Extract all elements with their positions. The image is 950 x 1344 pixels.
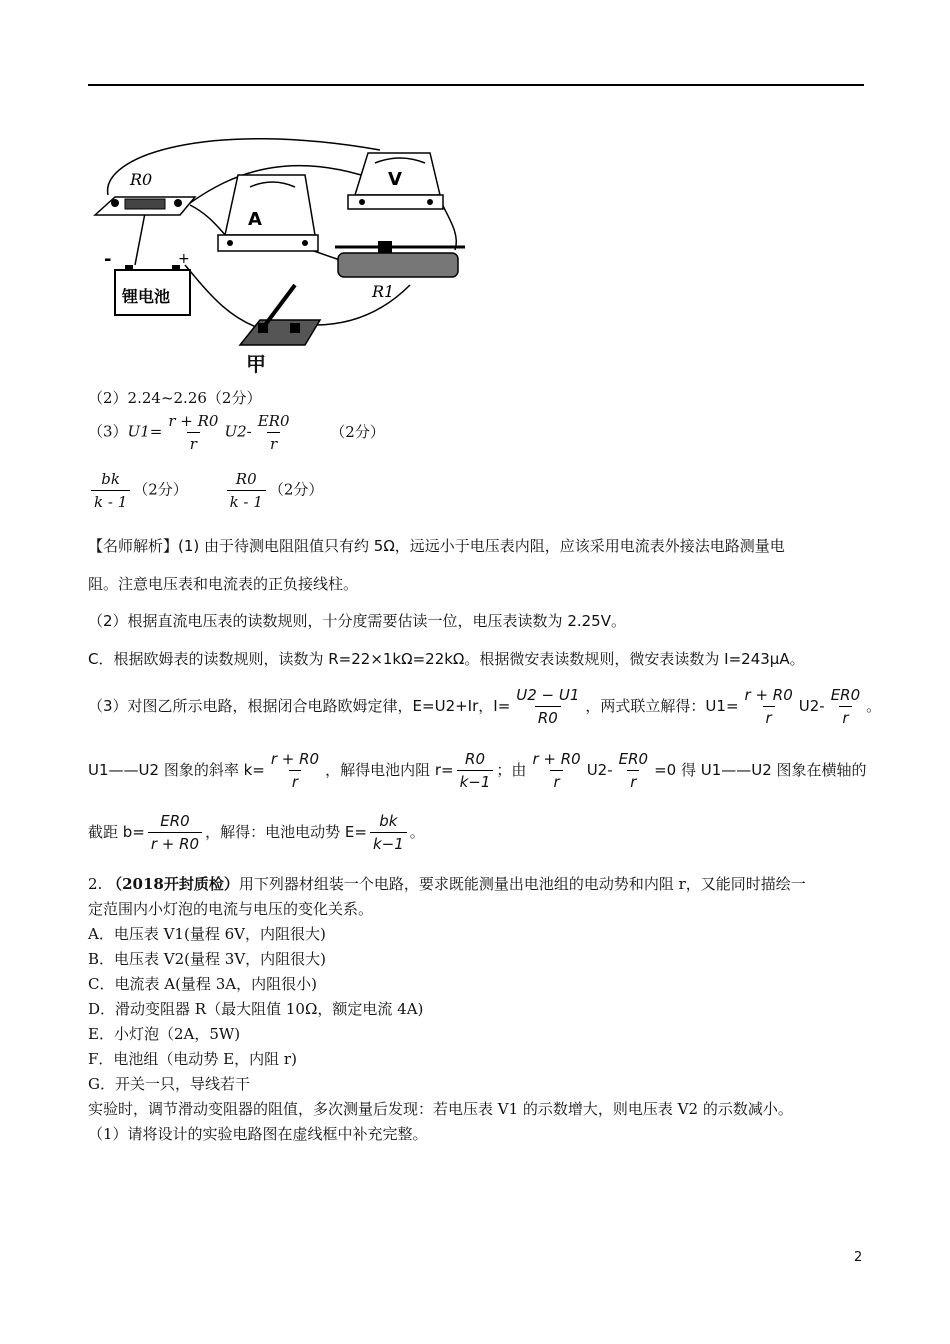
circuit-figure <box>90 125 480 380</box>
option-d: D．滑动变阻器 R（最大阻值 10Ω，额定电流 4A) <box>88 1000 424 1018</box>
fraction-den: r + R0 <box>148 832 202 853</box>
text: U2- <box>798 697 825 715</box>
text: 。 <box>866 697 882 715</box>
label-r1: R1 <box>372 282 395 301</box>
knife-switch <box>240 285 320 345</box>
fraction-den: r <box>550 770 562 791</box>
analysis-p2: （2）根据直流电压表的读数规则，十分度需要估读一位，电压表读数为 2.25V。 <box>88 612 626 630</box>
fraction-num: ER0 <box>618 750 649 768</box>
label-r0: R0 <box>130 170 153 189</box>
option-a: A．电压表 V1(量程 6V，内阻很大) <box>88 925 326 943</box>
fraction-den: k - 1 <box>227 490 266 511</box>
fraction-den: r <box>763 706 775 727</box>
text: =0 得 U1——U2 图象在横轴的 <box>654 761 867 779</box>
text: U1——U2 图象的斜率 k= <box>88 761 265 779</box>
analysis-p4 <box>88 686 881 727</box>
question-number: 2. <box>88 875 103 893</box>
answer-4-score1: （2分） <box>133 480 188 499</box>
text: 。 <box>409 823 425 841</box>
label-battery: 锂电池 <box>122 287 171 306</box>
fraction <box>616 750 651 791</box>
answer-3-prefix: （3） <box>88 422 128 441</box>
fraction-den: k−1 <box>457 770 494 791</box>
question2-line3: 实验时，调节滑动变阻器的阻值，多次测量后发现：若电压表 V1 的示数增大，则电压表 V2 的示数减小。 <box>88 1100 793 1118</box>
wire <box>185 265 265 330</box>
fraction-den: r <box>289 770 301 791</box>
fraction <box>268 750 322 791</box>
fraction <box>529 750 583 791</box>
label-a: A <box>248 209 262 230</box>
answer-4-score2: （2分） <box>268 480 324 499</box>
text: 截距 b= <box>88 823 145 841</box>
fraction <box>227 470 266 511</box>
fraction-den: k - 1 <box>91 490 130 511</box>
fraction-num: r + R0 <box>168 412 219 430</box>
text: ，两式联立解得：U1= <box>585 697 739 715</box>
analysis-p1a: 【名师解析】(1) 由于待测电阻阻值只有约 5Ω，远远小于电压表内阻，应该采用电流表外接法电路测量电 <box>88 537 785 555</box>
fraction-num: r + R0 <box>532 750 581 768</box>
question2-line1 <box>88 873 806 894</box>
fraction <box>742 686 796 727</box>
fraction-num: r + R0 <box>744 686 793 704</box>
fraction <box>148 812 202 853</box>
fraction-den: R0 <box>535 706 561 727</box>
fraction <box>457 750 494 791</box>
fraction <box>513 686 582 727</box>
wire <box>315 285 410 325</box>
header-rule <box>88 84 864 86</box>
fraction-den: r <box>187 432 200 453</box>
fraction-num: U2 − U1 <box>516 686 580 704</box>
label-v: V <box>388 169 402 190</box>
fraction-num: ER0 <box>830 686 861 704</box>
fraction-num: ER0 <box>257 412 290 430</box>
text: ，解得：电池电动势 E= <box>205 823 367 841</box>
fraction-den: r <box>627 770 639 791</box>
analysis-p3: C．根据欧姆表的读数规则，读数为 R=22×1kΩ=22kΩ。根据微安表读数规则，微安表读数为 I=243μA。 <box>88 650 805 668</box>
fraction-num: r + R0 <box>270 750 320 768</box>
option-c: C．电流表 A(量程 3A，内阻很小) <box>88 975 317 993</box>
figure-caption: 甲 <box>246 352 266 376</box>
answer-4 <box>88 470 323 511</box>
question2-line4: （1）请将设计的实验电路图在虚线框中补充完整。 <box>88 1125 428 1143</box>
fraction <box>828 686 863 727</box>
text: （3）对图乙所示电路，根据闭合电路欧姆定律，E=U2+Ir，I= <box>88 697 511 715</box>
answer-2: （2）2.24~2.26（2分） <box>88 389 262 407</box>
answer-3-u2: U2- <box>224 422 252 441</box>
fraction <box>91 470 130 511</box>
fraction-den: k−1 <box>370 832 407 853</box>
fraction-num: R0 <box>235 470 257 488</box>
resistor-r0 <box>95 197 195 215</box>
option-g: G．开关一只，导线若干 <box>88 1075 250 1093</box>
ammeter <box>218 175 318 251</box>
answer-3 <box>88 412 385 453</box>
text: U2- <box>586 761 613 779</box>
answer-3-score: （2分） <box>330 422 385 441</box>
fraction <box>255 412 293 453</box>
text: ；由 <box>496 761 527 779</box>
analysis-p1b: 阻。注意电压表和电流表的正负接线柱。 <box>88 575 359 593</box>
fraction <box>165 412 221 453</box>
wire <box>135 213 145 265</box>
page-number: 2 <box>854 1250 863 1265</box>
option-b: B．电压表 V2(量程 3V，内阻很大) <box>88 950 327 968</box>
text: ，解得电池内阻 r= <box>325 761 454 779</box>
fraction-num: R0 <box>465 750 485 768</box>
answer-3-u1: U1= <box>127 422 163 441</box>
analysis-p6 <box>88 812 425 853</box>
label-plus: + <box>178 251 190 267</box>
rheostat-r1 <box>335 241 465 277</box>
fraction-den: r <box>267 432 280 453</box>
analysis-p5 <box>88 750 867 791</box>
question-source: （2018开封质检） <box>107 875 239 893</box>
option-f: F．电池组（电动势 E，内阻 r) <box>88 1050 297 1068</box>
option-e: E．小灯泡（2A，5W) <box>88 1025 241 1043</box>
text: 用下列器材组装一个电路，要求既能测量出电池组的电动势和内阻 r，又能同时描绘一 <box>238 875 806 893</box>
question2-line2: 定范围内小灯泡的电流与电压的变化关系。 <box>88 900 374 918</box>
fraction-num: bk <box>379 812 398 830</box>
fraction-num: ER0 <box>160 812 190 830</box>
fraction-den: r <box>839 706 851 727</box>
label-minus: - <box>104 249 112 270</box>
fraction-num: bk <box>101 470 120 488</box>
fraction <box>370 812 407 853</box>
